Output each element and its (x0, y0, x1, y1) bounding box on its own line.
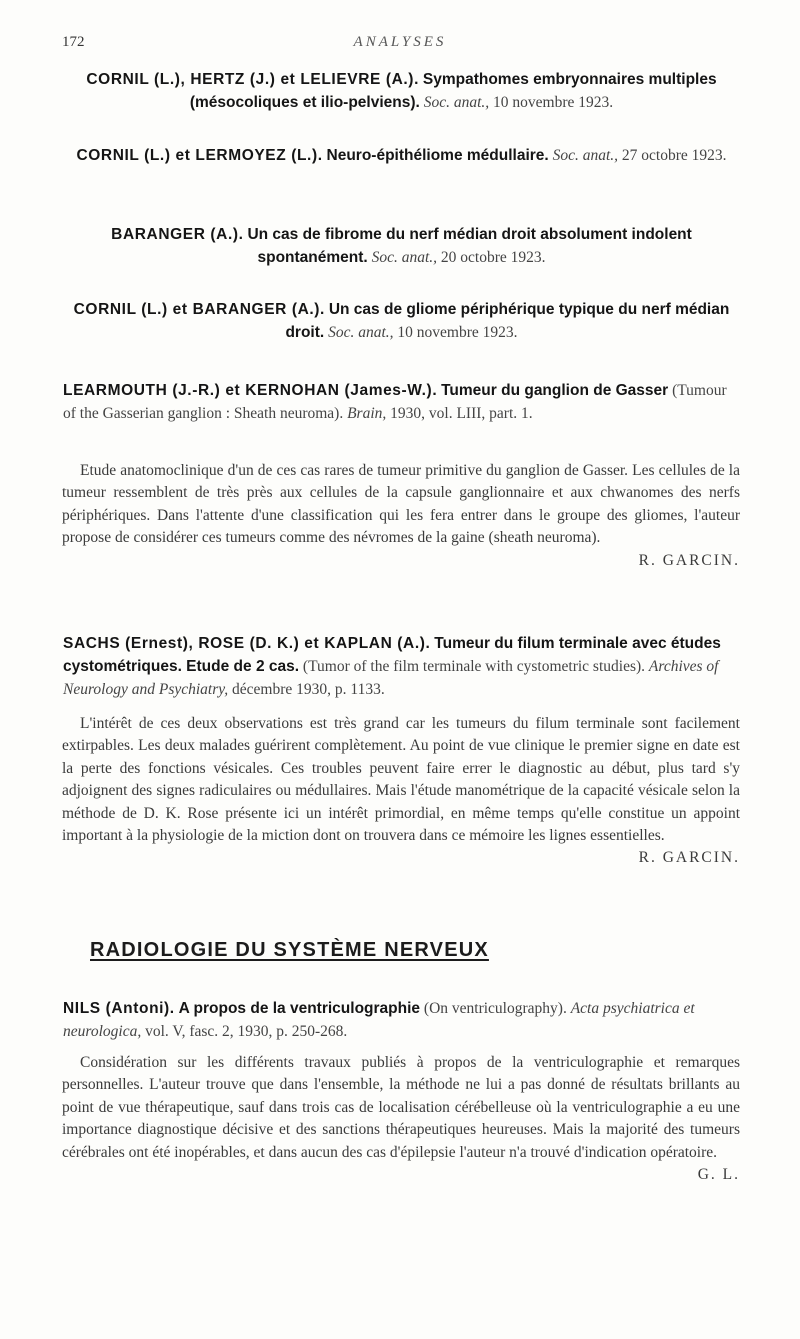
entry-abstract (62, 1052, 740, 1186)
abstract-signature: G. L. (697, 1166, 740, 1184)
abstract-text: Considération sur les différents travaux publiés à propos de la ventriculographie et remarques personnelles. L'auteur trouve que dans l'ensemble, la méthode ne lui a pas donné de résultats brillants au point de vue thérapeutique, sauf dans trois cas de localisation cérébelleuse où la ventriculographie a eu une importance diagnostique décisive et des sanctions thérapeutiques heureuses. Mais la majorité des tumeurs cérébrales ont été inopérables, et dans aucun des cas d'épilepsie l'auteur n'a trouvé d'indication opératoire. (62, 1054, 740, 1161)
entry-date: 1930, vol. LIII, part. 1. (390, 405, 533, 422)
entry-date: 10 novembre 1923. (397, 324, 518, 341)
reference-entry (63, 68, 740, 114)
entry-journal: Soc. anat., (328, 324, 394, 341)
entry-title: A propos de la ventriculographie (178, 1000, 421, 1017)
page-number: 172 (62, 34, 85, 50)
entry-date: décembre 1930, p. 1133. (232, 681, 385, 698)
entry-date: 10 novembre 1923. (493, 94, 614, 111)
abstract-text: Etude anatomoclinique d'un de ces cas rares de tumeur primitive du ganglion de Gasser. Les cellules de la tumeur ressemblent de très près aux cellules de la capsule ganglionnaire et aux chwanomes des nerfs périphériques. Dans l'attente d'une classification qui les fera entrer dans le groupe des gliomes, l'auteur propose de considérer ces tumeurs comme des névromes de la gaine (sheath neuroma). (62, 462, 740, 547)
reference-entry (63, 632, 740, 701)
reference-entry (63, 223, 740, 269)
reference-entry (63, 298, 740, 344)
entry-author: LEARMOUTH (J.-R.) et KERNOHAN (James-W.). (63, 382, 438, 399)
reference-entry (63, 379, 740, 425)
entry-journal: Brain, (347, 405, 387, 422)
running-title: ANALYSES (353, 34, 447, 50)
entry-abstract (62, 460, 740, 572)
entry-title: Tumeur du filum terminale avec études cystométriques. Etude de 2 cas. (63, 635, 721, 675)
entry-original-title: (On ventriculography). (423, 1000, 567, 1017)
reference-entry (63, 997, 740, 1043)
abstract-signature: R. GARCIN. (638, 551, 740, 569)
section-heading: RADIOLOGIE DU SYSTÈME NERVEUX (90, 939, 489, 961)
entry-original-title: (Tumor of the film terminale with cystometric studies). (302, 658, 646, 675)
entry-date: vol. V, fasc. 2, 1930, p. 250-268. (145, 1023, 348, 1040)
entry-journal: Soc. anat., (552, 147, 619, 164)
entry-author: CORNIL (L.), HERTZ (J.) et LELIEVRE (A.). (86, 71, 419, 88)
entry-journal: Soc. anat., (371, 249, 438, 266)
entry-title: Tumeur du ganglion de Gasser (441, 382, 669, 399)
entry-author: CORNIL (L.) et BARANGER (A.). (73, 301, 325, 318)
entry-journal: Acta psychiatrica et neurologica, (63, 1000, 695, 1040)
entry-journal: Archives of Neurology and Psychiatry, (63, 658, 719, 698)
entry-title: Un cas de gliome périphérique typique du nerf médian droit. (285, 301, 730, 341)
reference-entry (63, 144, 740, 167)
entry-title: Neuro-épithéliome médullaire. (326, 147, 549, 164)
entry-journal: Soc. anat., (423, 94, 490, 111)
abstract-text: L'intérêt de ces deux observations est très grand car les tumeurs du filum terminale sont facilement extirpables. Les deux malades guérirent complètement. Au point de vue clinique le premier signe en date est la perte des fonctions vésicales. Ces troubles peuvent faire errer le diagnostic au début, plus tard s'y adjoignent des signes radiculaires ou médullaires. Mais l'étude manométrique de la capacité vésicale selon la méthode de D. K. Rose présente ici un intérêt primordial, en même temps qu'elle constitue un appoint important à la physiologie de la miction dont on trouvera dans ce mémoire les lignes essentielles. (62, 715, 740, 845)
abstract-signature: R. GARCIN. (638, 849, 740, 867)
entry-title: Un cas de fibrome du nerf médian droit absolument indolent spontanément. (247, 226, 692, 266)
page-header (62, 34, 738, 54)
entry-author: CORNIL (L.) et LERMOYEZ (L.). (76, 147, 323, 164)
entry-author: BARANGER (A.). (111, 226, 244, 243)
entry-author: NILS (Antoni). (63, 1000, 175, 1017)
entry-title: Sympathomes embryonnaires multiples (mésocoliques et ilio-pelviens). (189, 71, 717, 111)
entry-original-title: (Tumour of the Gasserian ganglion : Sheath neuroma). (63, 382, 727, 422)
entry-abstract (62, 713, 740, 870)
entry-date: 20 octobre 1923. (440, 249, 546, 266)
entry-author: SACHS (Ernest), ROSE (D. K.) et KAPLAN (A.). (63, 635, 431, 652)
entry-date: 27 octobre 1923. (621, 147, 727, 164)
